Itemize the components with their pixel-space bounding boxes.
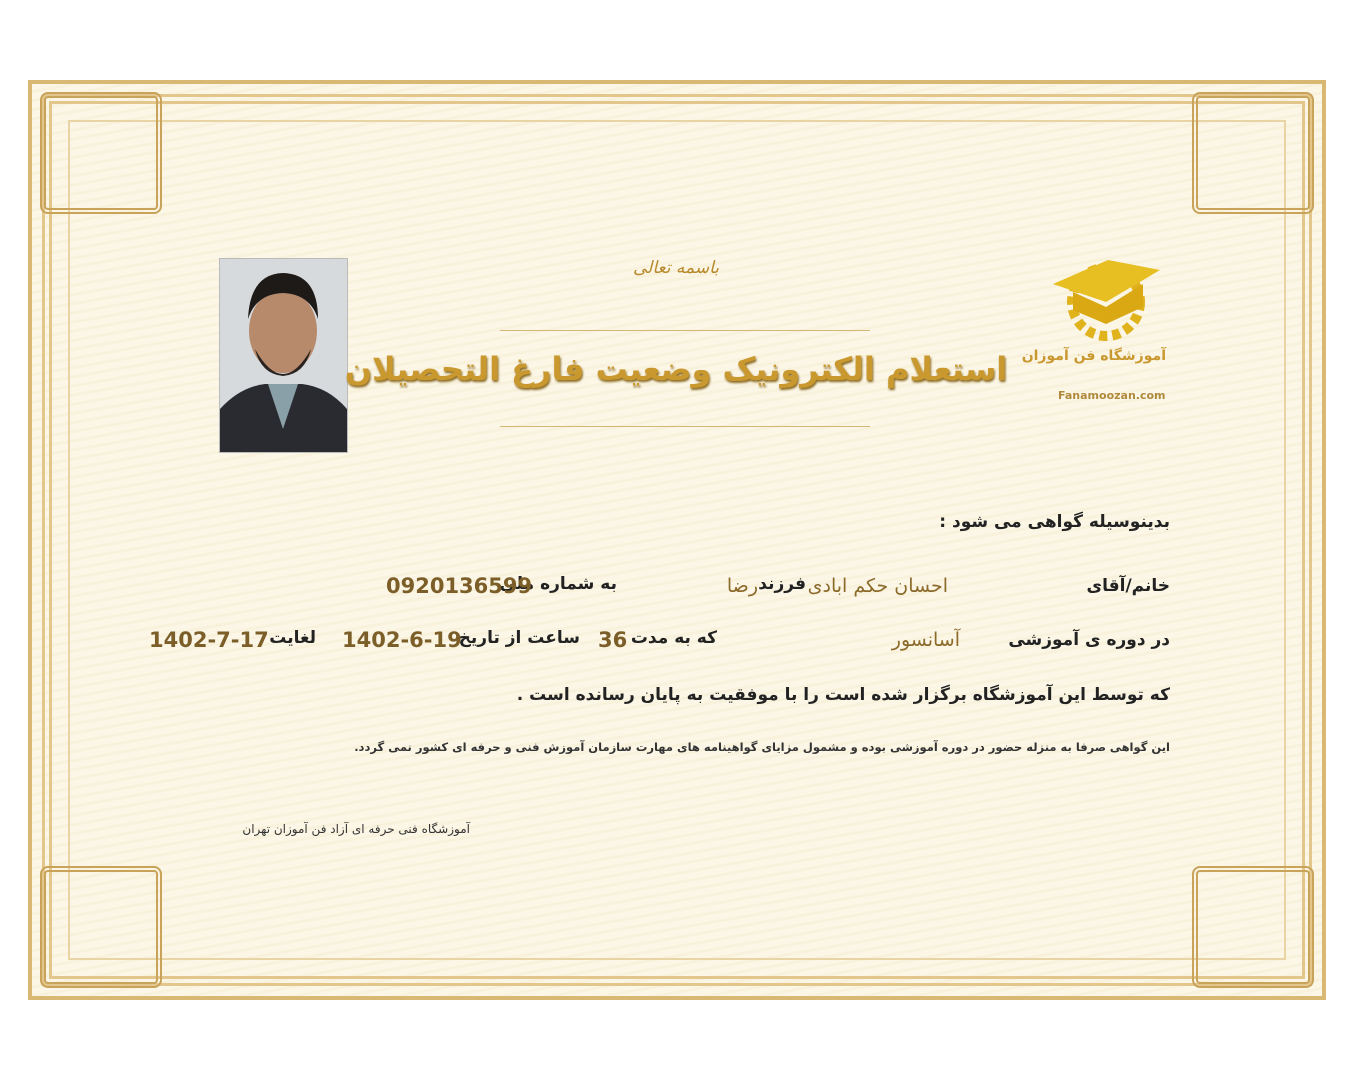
completion-text: که توسط این آموزشگاه برگزار شده است را با موفقیت به پایان رسانده است .: [516, 685, 1170, 705]
intro-text: بدینوسیله گواهی می شود :: [939, 512, 1170, 532]
logo-url: Fanamoozan.com: [1058, 389, 1166, 402]
father-name: رضا: [726, 575, 758, 597]
hours: 36: [598, 628, 628, 652]
course-label: در دوره ی آموزشی: [1008, 630, 1170, 650]
national-id-label: به شماره ملی: [499, 574, 617, 594]
to-date: 1402-7-17: [149, 628, 269, 652]
corner-ornament: [1192, 92, 1314, 214]
national-id: 0920136599: [386, 574, 533, 598]
graduation-cap-gear-icon: [1048, 252, 1168, 342]
duration-label: که به مدت: [630, 628, 717, 648]
name-label: خانم/آقای: [1086, 576, 1170, 596]
from-date: 1402-6-19: [342, 628, 462, 652]
institution-name: آموزشگاه فنی حرفه ای آزاد فن آموزان تهران: [242, 822, 470, 836]
logo: [1048, 252, 1168, 342]
disclaimer: این گواهی صرفا به منزله حضور در دوره آموزشی بوده و مشمول مزایای گواهینامه های مهارت سازمان آموزش فنی و حرفه ای کشور نمی گردد.: [354, 740, 1170, 754]
invocation: باسمه تعالی: [633, 258, 719, 278]
certificate: [28, 80, 1326, 1000]
corner-ornament: [40, 92, 162, 214]
corner-ornament: [1192, 866, 1314, 988]
student-name: احسان حکم ابادی: [807, 575, 948, 597]
divider: [500, 330, 870, 331]
logo-name: آموزشگاه فن آموزان: [1021, 348, 1166, 364]
from-label: ساعت از تاریخ: [458, 628, 580, 648]
father-label: فرزند: [758, 574, 806, 594]
divider: [500, 426, 870, 427]
course-name: آسانسور: [891, 629, 960, 651]
page-title: استعلام الکترونیک وضعیت فارغ التحصیلان: [344, 350, 1008, 388]
to-label: لغایت: [269, 628, 316, 648]
corner-ornament: [40, 866, 162, 988]
